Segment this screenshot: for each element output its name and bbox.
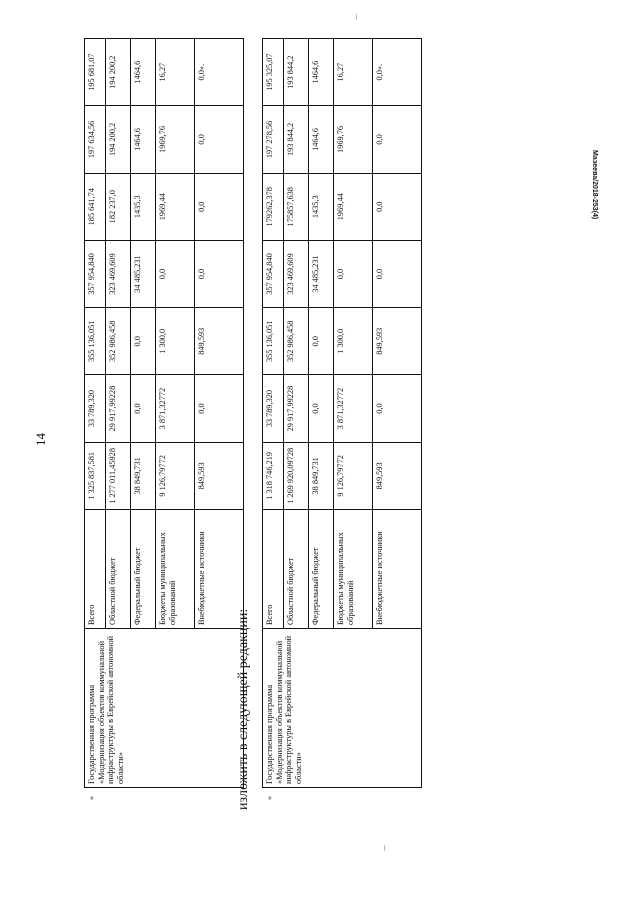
amount-cell: 1 318 746,219: [263, 442, 284, 509]
amount-cell: 1969,44: [156, 173, 195, 240]
amount-cell: 0,0: [131, 375, 156, 442]
document-code: Мазеева/2018-253(4): [591, 150, 598, 220]
amount-cell: 849,593: [195, 308, 244, 375]
amount-cell: 194 200,2: [106, 106, 131, 173]
amount-cell: 1 300,0: [334, 308, 373, 375]
amount-cell: 0,0: [195, 173, 244, 240]
source-label: Всего: [85, 510, 106, 629]
amount-cell: 1464,6: [131, 106, 156, 173]
amount-cell: 3 871,32772: [334, 375, 373, 442]
amount-cell: 185 641,74: [85, 173, 106, 240]
amount-cell: 9 126,79772: [156, 442, 195, 509]
source-label: Федеральный бюджет: [131, 510, 156, 629]
old-funding-table: [84, 38, 244, 808]
quote-mark: «: [85, 788, 244, 809]
amount-cell: 0,0: [195, 240, 244, 307]
amount-cell: 0,0: [195, 375, 244, 442]
program-name: Государственная программа «Модернизация объектов коммунальной инфраструктуры в Еврейской автономной области»: [263, 629, 422, 788]
quote-mark: «: [263, 788, 422, 809]
amount-cell: 16,27: [334, 39, 373, 106]
amount-cell: 194 200,2: [106, 39, 131, 106]
amount-cell: 3 871,32772: [156, 375, 195, 442]
amount-cell: 0,0».: [195, 39, 244, 106]
scan-mark: [356, 14, 357, 20]
program-name: Государственная программа «Модернизация объектов коммунальной инфраструктуры в Еврейской автономной области»: [85, 629, 244, 788]
amount-cell: 1969,76: [156, 106, 195, 173]
amount-cell: 1 325 837,581: [85, 442, 106, 509]
amount-cell: 357 954,840: [85, 240, 106, 307]
amount-cell: 38 849,731: [309, 442, 334, 509]
amount-cell: 355 136,051: [263, 308, 284, 375]
amount-cell: 1969,76: [334, 106, 373, 173]
source-label: Областной бюджет: [106, 510, 131, 629]
amount-cell: 16,27: [156, 39, 195, 106]
amount-cell: 1 300,0: [156, 308, 195, 375]
amount-cell: 849,593: [195, 442, 244, 509]
amount-cell: 0,0: [373, 106, 422, 173]
amount-cell: 1 269 920,09728: [284, 442, 309, 509]
page-number: 14: [33, 433, 48, 446]
amount-cell: 193 844,2: [284, 39, 309, 106]
source-label: Областной бюджет: [284, 510, 309, 629]
amount-cell: 29 917,99228: [284, 375, 309, 442]
amount-cell: 1464,6: [131, 39, 156, 106]
amount-cell: 38 849,731: [131, 442, 156, 509]
new-funding-table: [262, 38, 422, 808]
amount-cell: 849,593: [373, 308, 422, 375]
amount-cell: 1 277 011,45928: [106, 442, 131, 509]
amendment-caption: изложить в следующей редакции:: [236, 608, 251, 810]
amount-cell: 323 469,609: [284, 240, 309, 307]
source-label: Внебюджетные источники: [373, 510, 422, 629]
scan-mark: [384, 845, 385, 851]
amount-cell: 352 986,458: [106, 308, 131, 375]
source-label: Бюджеты муниципальных образований: [334, 510, 373, 629]
amount-cell: 29 917,99228: [106, 375, 131, 442]
amount-cell: 33 789,320: [85, 375, 106, 442]
amount-cell: 193 844,2: [284, 106, 309, 173]
amount-cell: 34 485,231: [309, 240, 334, 307]
amount-cell: 355 136,051: [85, 308, 106, 375]
amount-cell: 0,0».: [373, 39, 422, 106]
source-label: Федеральный бюджет: [309, 510, 334, 629]
amount-cell: 1435,3: [309, 173, 334, 240]
amount-cell: 0,0: [309, 375, 334, 442]
amount-cell: 182 237,0: [106, 173, 131, 240]
source-label: Бюджеты муниципальных образований: [156, 510, 195, 629]
amount-cell: 0,0: [373, 240, 422, 307]
source-label: Всего: [263, 510, 284, 629]
amount-cell: 0,0: [373, 173, 422, 240]
amount-cell: 33 789,320: [263, 375, 284, 442]
amount-cell: 849,593: [373, 442, 422, 509]
amount-cell: 352 986,458: [284, 308, 309, 375]
amount-cell: 0,0: [195, 106, 244, 173]
amount-cell: 197 278,56: [263, 106, 284, 173]
amount-cell: 0,0: [334, 240, 373, 307]
amount-cell: 195 681,07: [85, 39, 106, 106]
amount-cell: 195 325,07: [263, 39, 284, 106]
amount-cell: 0,0: [156, 240, 195, 307]
source-label: Внебюджетные источники: [195, 510, 244, 629]
amount-cell: 323 469,609: [106, 240, 131, 307]
amount-cell: 34 485,231: [131, 240, 156, 307]
amount-cell: 197 634,56: [85, 106, 106, 173]
amount-cell: 1969,44: [334, 173, 373, 240]
amount-cell: 175857,638: [284, 173, 309, 240]
amount-cell: 0,0: [373, 375, 422, 442]
amount-cell: 1464,6: [309, 39, 334, 106]
amount-cell: 0,0: [131, 308, 156, 375]
amount-cell: 0,0: [309, 308, 334, 375]
amount-cell: 9 126,79772: [334, 442, 373, 509]
amount-cell: 1435,3: [131, 173, 156, 240]
amount-cell: 179262,378: [263, 173, 284, 240]
amount-cell: 357 954,840: [263, 240, 284, 307]
amount-cell: 1464,6: [309, 106, 334, 173]
